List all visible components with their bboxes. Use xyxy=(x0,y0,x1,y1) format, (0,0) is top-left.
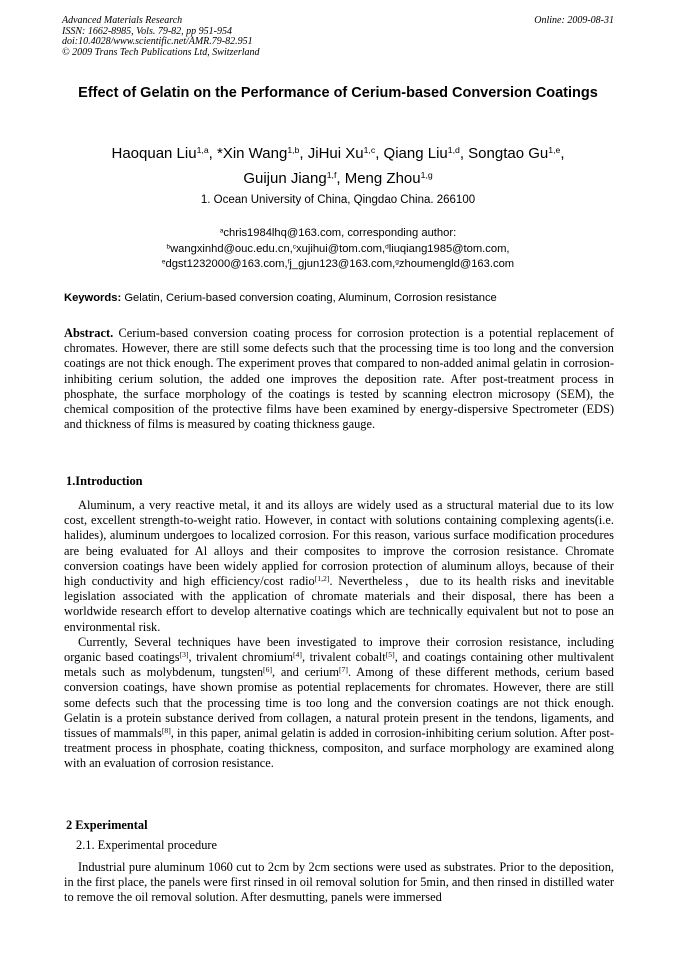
author-name: Songtao Gu xyxy=(468,145,549,162)
citation: [4] xyxy=(292,650,302,660)
paragraph-text: , trivalent cobalt xyxy=(301,650,386,665)
author-separator: , xyxy=(299,145,308,162)
paragraph: Industrial pure aluminum 1060 cut to 2cm by 2cm sections were used as substrates. Prior to the deposition, in the first place, the panels were first rinsed in oil removal solution for 5min, and then rinsed in distilled water to remove the oil removal solution. After desmutting, panels were immersed xyxy=(64,860,614,905)
email-sup: d xyxy=(385,242,389,250)
author-affil-sup: 1,g xyxy=(420,170,433,181)
email-sup: e xyxy=(161,258,166,266)
email-address: chris1984lhq@163.com, corresponding author: xyxy=(223,227,457,239)
paragraph-text: , and cerium xyxy=(272,665,339,680)
paragraph-text: , in this paper, animal gelatin is added in corrosion-inhibiting cerium solution. After post-treatment process in phosphate, coating thickness, compositon, and surface morphology are examined along with an evaluation of corrosion resistance. xyxy=(64,726,614,771)
author-list xyxy=(62,141,614,191)
keywords xyxy=(64,290,614,306)
keywords-text: Gelatin, Cerium-based conversion coating, Aluminum, Corrosion resistance xyxy=(124,292,497,304)
issn-line: ISSN: 1662-8985, Vols. 79-82, pp 951-954 xyxy=(62,25,232,37)
abstract xyxy=(64,326,614,432)
affiliation: 1. Ocean University of China, Qingdao China. 266100 xyxy=(200,194,476,206)
online-date: Online: 2009-08-31 xyxy=(534,15,614,26)
experimental-body xyxy=(64,860,614,906)
copyright-line: © 2009 Trans Tech Publications Ltd, Switzerland xyxy=(62,46,260,58)
email-address: j_gjun123@163.com, xyxy=(289,258,396,270)
email-sup: c xyxy=(292,242,297,250)
author-affil-sup: 1,d xyxy=(447,145,460,156)
author-separator: , xyxy=(375,145,384,162)
abstract-label: Abstract. xyxy=(64,326,114,340)
paragraph-text: Currently, Several techniques have been investigated to improve their corrosion resistance, including organic based coatings xyxy=(64,634,614,665)
email-address: liuqiang1985@tom.com, xyxy=(388,242,510,255)
introduction-body xyxy=(64,498,614,772)
paper-title: Effect of Gelatin on the Performance of Cerium-based Conversion Coatings xyxy=(78,85,598,101)
citation: [8] xyxy=(161,726,171,736)
author-name: Meng Zhou xyxy=(344,170,421,187)
paragraph-text: , and coatings containing other multivalent metals such as molybdenum, tungsten xyxy=(64,650,614,680)
author-name: Qiang Liu xyxy=(383,145,448,162)
author-name: *Xin Wang xyxy=(217,145,288,162)
doi-line: doi:10.4028/www.scientific.net/AMR.79-82.951 xyxy=(62,36,253,47)
email-sup: a xyxy=(219,227,224,235)
email-address: dgst1232000@163.com, xyxy=(165,258,288,270)
abstract-text: Cerium-based conversion coating process for corrosion protection is a potential replacement of chromates. However, there are still some defects such that the processing time is too long and the conversion coatings are not thick enough. The experiment proves that compared to non-added animal gelatin in corrosion-inhibiting cerium solution, the added one improves the deposition rate. After post-treatment process in phosphate, the surface morphology of the coatings is tested by scanning electron microsopy (SEM), the chemical composition of the protective films have been examined by energy-dispersive Spectrometer (EDS) and thickness of films is measured by coating thickness gauge. xyxy=(64,326,614,432)
paragraph-text: . Among of these different methods, cerium based conversion coatings, have shown promise as potential replacements for chromates. However, there are still some defects such that the processing time is too long and the conversion coatings are not thick enough. Gelatin is a protein substance derived from collagen, a natural protein present in the tendons, ligaments, and tissues of mammals xyxy=(64,665,614,741)
email-sup: b xyxy=(166,242,171,250)
author-affil-sup: 1,f xyxy=(326,170,337,181)
citation: [1,2] xyxy=(314,574,330,584)
email-list xyxy=(62,226,614,273)
author-affil-sup: 1,a xyxy=(196,145,209,156)
email-address: zhoumengld@163.com xyxy=(398,258,515,270)
citation: [5] xyxy=(385,650,395,660)
paragraph-text: Aluminum, a very reactive metal, it and its alloys are widely used as a structural material due to its low cost, excellent strength-to-weight ratio. However, in contact with solutions containing complexing agents(i.e. halides), aluminum undergoes to localized corrosion. For this reason, various surface modification procedures are being evaluated for Al alloys and their composites to improve the corrosion resistance. Chromate conversion coatings have been widely applied for corrosion protection of aluminum alloys, because of their high conductivity and high efficiency/cost radio xyxy=(64,498,614,589)
subsection-heading: 2.1. Experimental procedure xyxy=(76,838,218,852)
journal-header xyxy=(62,16,614,58)
author-separator: , xyxy=(208,145,217,162)
author-name: Haoquan Liu xyxy=(111,145,197,162)
author-affil-sup: 1,b xyxy=(287,145,300,156)
citation: [3] xyxy=(179,650,189,660)
paragraph-text: , trivalent chromium xyxy=(188,650,293,665)
keywords-label: Keywords: xyxy=(64,292,122,304)
section-heading-introduction: 1.Introduction xyxy=(66,474,143,488)
section-heading-experimental: 2 Experimental xyxy=(66,818,148,832)
paragraph xyxy=(64,635,614,772)
author-separator: , xyxy=(459,145,469,162)
email-sup: g xyxy=(395,258,399,266)
paragraph xyxy=(64,498,614,635)
author-affil-sup: 1,e xyxy=(548,145,561,156)
citation: [6] xyxy=(263,665,272,675)
author-affil-sup: 1,c xyxy=(363,145,376,156)
author-name: Guijun Jiang xyxy=(243,170,327,187)
email-address: xujihui@tom.com, xyxy=(296,242,386,255)
citation: [7] xyxy=(338,665,348,675)
email-address: wangxinhd@ouc.edu.cn, xyxy=(170,242,293,255)
author-separator: , xyxy=(336,170,345,187)
author-name: JiHui Xu xyxy=(307,145,364,162)
journal-name: Advanced Materials Research xyxy=(62,15,183,26)
paragraph-text: . Nevertheless，due to its health risks and inevitable legislation associated with the application of chromate materials and their disposal, there has been a worldwide research effort to develop alternative coatings which are technically equivalent but not to pose an environmental risk. xyxy=(64,574,614,634)
author-separator: , xyxy=(560,145,565,162)
email-sup: f xyxy=(287,258,290,266)
